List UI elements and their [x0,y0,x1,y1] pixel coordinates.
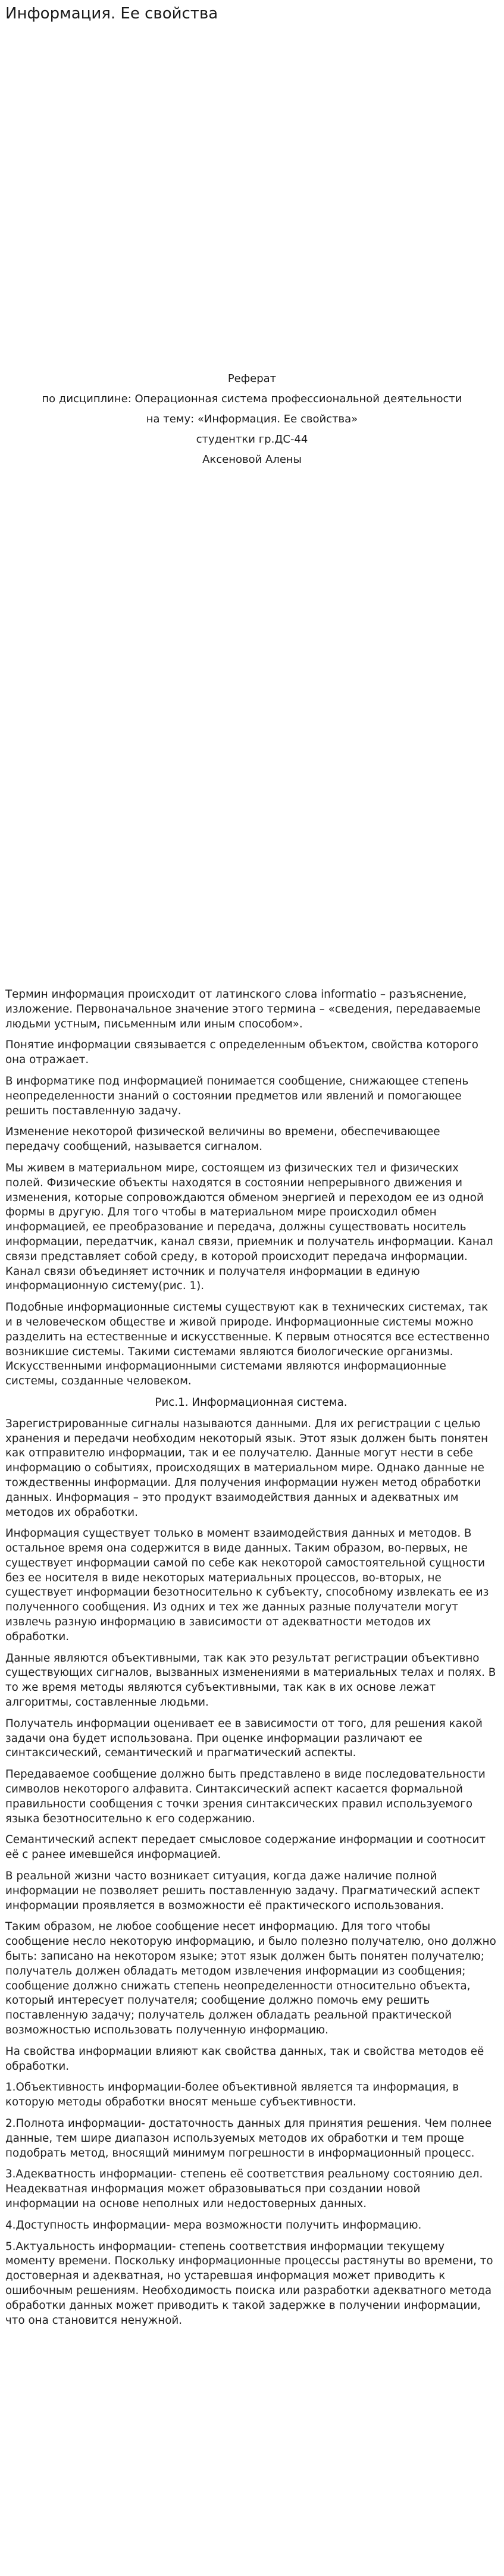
paragraph: В информатике под информацией понимается сообщение, снижающее степень неопределенности знаний о состоянии предметов или явлений и помогающее решить поставленную задачу. [5,1074,469,1117]
report-type: Реферат [227,372,277,385]
report-discipline: по дисциплине: Операционная система профессиональной деятельности [42,393,462,405]
paragraph: Информация существует только в момент взаимодействия данных и методов. В остальное время она содержится в виде данных. Таким образом, во-первых, не существует информации самой по себе как некоторой самостоятельной сущности без ее носителя в виде некоторых материальных процессов, во-вторых, не существует информации безотносительно к субъекту, способному извлекать ее из полученного сообщения. Из одних и тех же данных разные получатели могут извлечь разную информацию в зависимости от адекватности методов их обработки. [5,1527,489,1643]
report-student-name: Аксеновой Алены [202,453,302,466]
document-body [5,988,497,2334]
paragraph: Передаваемое сообщение должно быть представлено в виде последовательности символов некоторого алфавита. Синтаксический аспект касается формальной правильности сообщения с точки зрения синтаксических правил используемого языка безотносительно к его содержанию. [5,1768,486,1825]
property-item: 2.Полнота информации- достаточность данных для принятия решения. Чем полнее данные, тем шире диапазон используемых методов их обработки и тем проще подобрать метод, вносящий минимум погрешности в информационный процесс. [5,2117,492,2160]
paragraph: Понятие информации связывается с определенным объектом, свойства которого она отражает. [5,1039,478,1067]
report-student-group: студентки гр.ДС-44 [196,433,308,446]
report-topic: на тему: «Информация. Ее свойства» [146,413,358,425]
paragraph: Изменение некоторой физической величины во времени, обеспечивающее передачу сообщений, называется сигналом. [5,1126,440,1154]
page-title: Информация. Ее свойства [5,5,218,23]
paragraph: Таким образом, не любое сообщение несет информацию. Для того чтобы сообщение несло некоторую информацию, и было полезно получателю, оно должно быть: записано на некотором языке; этот язык должен быть понятен получателю; получатель должен обладать методом извлечения информации из сообщения; сообщение должно снижать степень неопределенности относительно объекта, который интересует получателя; сообщение должно помочь ему решить поставленную задачу; получатель должен обладать реальной практической возможностью использовать полученную информацию. [5,1920,496,2036]
paragraph: Мы живем в материальном мире, состоящем из физических тел и физических полей. Физические объекты находятся в состоянии непрерывного движения и изменения, которые сопровождаются обменом энергией и переходом ее из одной формы в другую. Для того чтобы в материальном мире происходил обмен информацией, ее преобразование и передача, должны существовать носитель информации, передатчик, канал связи, приемник и получатель информации. Канал связи представляет собой среду, в которой происходит передача информации. Канал связи объединяет источник и получателя информации в единую информационную систему(рис. 1). [5,1161,493,1293]
paragraph: Термин информация происходит от латинского слова informatio – разъяснение, изложение. Первоначальное значение этого термина – «сведения, передаваемые людьми устным, письменным или иным способом». [5,988,481,1030]
paragraph: Данные являются объективными, так как это результат регистрации объективно существующих сигналов, вызванных изменениями в материальных телах и полях. В то же время методы являются субъективными, так как в их основе лежат алгоритмы, составленные людьми. [5,1651,496,1709]
paragraph: Зарегистрированные сигналы называются данными. Для их регистрации с целью хранения и передачи необходим некоторый язык. Этот язык должен быть понятен как отправителю информации, так и ее получателю. Данные могут нести в себе информацию о событиях, происходящих в материальном мире. Однако данные не тождественны информации. Для получения информации нужен метод обработки данных. Информация – это продукт взаимодействия данных и адекватных им методов их обработки. [5,1417,489,1519]
property-item: 3.Адекватность информации- степень её соответствия реальному состоянию дел. Неадекватная информация может образовываться при создании новой информации на основе неполных или недостоверных данных. [5,2168,483,2210]
property-item: 5.Актуальность информации- степень соответствия информации текущему моменту времени. Поскольку информационные процессы растянуты во времени, то достоверная и адекватная, но устаревшая информация может приводить к ошибочным решениям. Необходимость поиска или разработки адекватного метода обработки данных может приводить к такой задержке в получении информации, что она становится ненужной. [5,2240,493,2327]
paragraph: В реальной жизни часто возникает ситуация, когда даже наличие полной информации не позволяет решить поставленную задачу. Прагматический аспект информации проявляется в возможности её практического использования. [5,1870,480,1912]
figure-caption: Рис.1. Информационная система. [155,1396,348,1409]
paragraph: Семантический аспект передает смысловое содержание информации и соотносит её с ранее имевшейся информацией. [5,1834,486,1862]
property-item: 1.Объективность информации-более объективной является та информация, в которую методы обработки вносят меньше субъективности. [5,2081,459,2109]
paragraph: На свойства информации влияют как свойства данных, так и свойства методов её обработки. [5,2045,484,2073]
property-item: 4.Доступность информации- мера возможности получить информацию. [5,2218,422,2232]
paragraph: Получатель информации оценивает ее в зависимости от того, для решения какой задачи она будет использована. При оценке информации различают ее синтаксический, семантический и прагматический аспекты. [5,1717,483,1760]
title-block [0,369,504,470]
paragraph: Подобные информационные системы существуют как в технических системах, так и в человеческом обществе и живой природе. Информационные системы можно разделить на естественные и искусственные. К первым относятся все естественно возникшие системы. Такими системами являются биологические организмы. Искусственными информационными системами являются информационные системы, созданные человеком. [5,1301,490,1388]
